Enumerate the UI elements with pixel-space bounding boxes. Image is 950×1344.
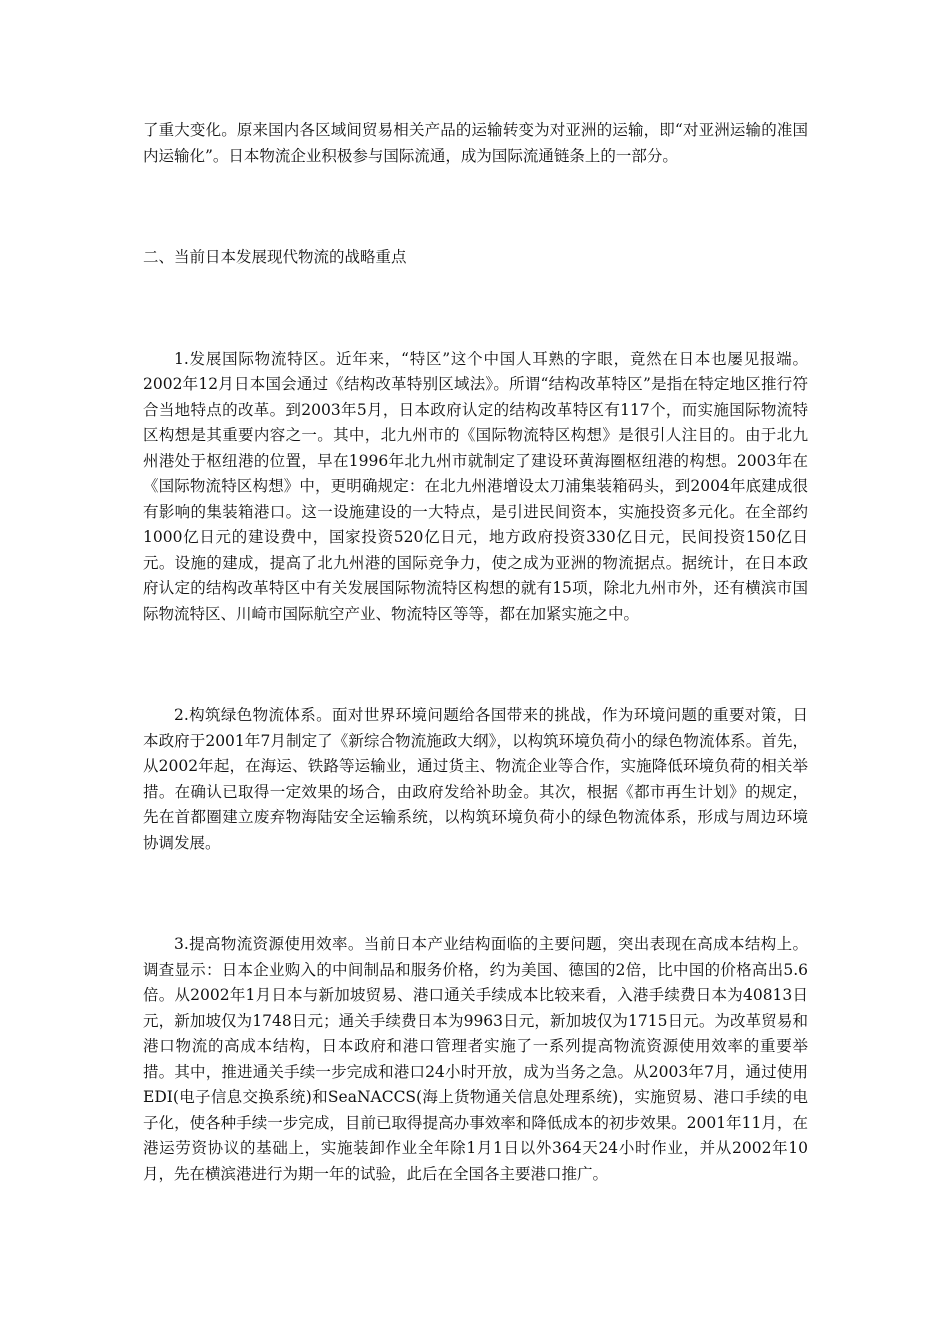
section-paragraph-resource-efficiency: 3.提高物流资源使用效率。当前日本产业结构面临的主要问题，突出表现在高成本结构上。调查显示：日本企业购入的中间制品和服务价格，约为美国、德国的2倍，比中国的价格高出5.6倍。从2002年1月日本与新加坡贸易、港口通关手续成本比较来看，入港手续费日本为40813日元，新加坡仅为1748日元；通关手续费日本为9963日元，新加坡仅为1715日元。为改革贸易和港口物流的高成本结构，日本政府和港口管理者实施了一系列提高物流资源使用效率的重要举措。其中，推进通关手续一步完成和港口24小时开放，成为当务之急。从2003年7月，通过使用EDI(电子信息交换系统)和SeaNACCS(海上货物通关信息处理系统)，实施贸易、港口手续的电子化，使各种手续一步完成，目前已取得提高办事效率和降低成本的初步效果。2001年11月，在港运劳资协议的基础上，实施装卸作业全年除1月1日以外364天24小时作业，并从2002年10月，先在横滨港进行为期一年的试验，此后在全国各主要港口推广。 [143, 935, 808, 1183]
paragraph-spacer [143, 856, 808, 932]
paragraph-spacer [143, 169, 808, 245]
section-paragraph-green-logistics: 2.构筑绿色物流体系。面对世界环境问题给各国带来的挑战，作为环境问题的重要对策，日本政府于2001年7月制定了《新综合物流施政大纲》，以构筑环境负荷小的绿色物流体系。首先，从2002年起，在海运、铁路等运输业，通过货主、物流企业等合作，实施降低环境负荷的相关举措。在确认已取得一定效果的场合，由政府发给补助金。其次，根据《都市再生计划》的规定，先在首都圈建立废弃物海陆安全运输系统，以构筑环境负荷小的绿色物流体系，形成与周边环境协调发展。 [143, 706, 808, 852]
paragraph-spacer [143, 271, 808, 347]
section-paragraph-international-logistics-zone: 1.发展国际物流特区。近年来，“特区”这个中国人耳熟的字眼，竟然在日本也屡见报端。2002年12月日本国会通过《结构改革特别区域法》。所谓“结构改革特区”是指在特定地区推行符合当地特点的改革。到2003年5月，日本政府认定的结构改革特区有117个，而实施国际物流特区构想是其重要内容之一。其中，北九州市的《国际物流特区构想》是很引人注目的。由于北九州港处于枢纽港的位置，早在1996年北九州市就制定了建设环黄海圈枢纽港的构想。2003年在《国际物流特区构想》中，更明确规定：在北九州港增设太刀浦集装箱码头，到2004年底建成很有影响的集装箱港口。这一设施建设的一大特点，是引进民间资本，实施投资多元化。在全部约1000亿日元的建设费中，国家投资520亿日元，地方政府投资330亿日元，民间投资150亿日元。设施的建成，提高了北九州港的国际竞争力，使之成为亚洲的物流据点。据统计，在日本政府认定的结构改革特区中有关发展国际物流特区构想的就有15项，除北九州市外，还有横滨市国际物流特区、川崎市国际航空产业、物流特区等等，都在加紧实施之中。 [143, 349, 808, 623]
document-body [143, 118, 808, 1187]
paragraph-spacer [143, 627, 808, 703]
intro-paragraph: 了重大变化。原来国内各区域间贸易相关产品的运输转变为对亚洲的运输，即“对亚洲运输的准国内运输化”。日本物流企业积极参与国际流通，成为国际流通链条上的一部分。 [143, 121, 808, 165]
section-heading: 二、当前日本发展现代物流的战略重点 [143, 248, 407, 266]
